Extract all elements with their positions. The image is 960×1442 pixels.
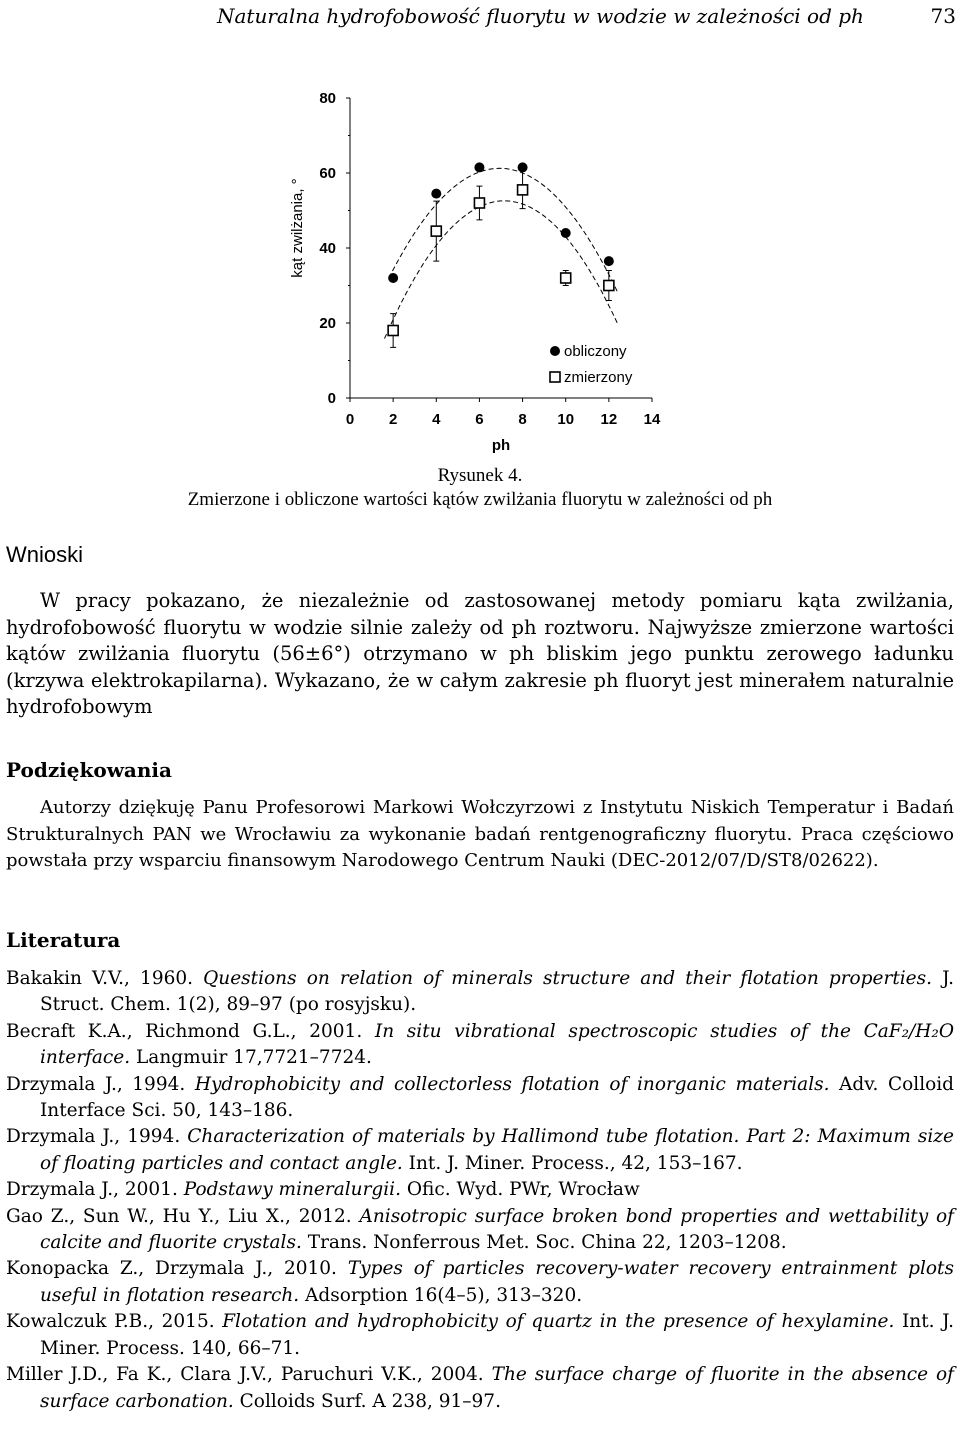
- fit-curve-zmierzony: [385, 201, 618, 339]
- data-point-obliczony: [388, 273, 398, 283]
- x-tick-label: 6: [475, 411, 484, 428]
- reference-item: Drzymala J., 1994. Hydrophobicity and collectorless flotation of inorganic materials. Adv. Colloid Interface Sci. 50, 143–186.: [6, 1073, 955, 1122]
- reference-item: Drzymala J., 1994. Characterization of materials by Hallimond tube flotation. Part 2: Maximum size of floating particles and contact angle. Int. J. Miner. Process., 42, 153–167.: [6, 1126, 954, 1174]
- y-tick-label: 0: [327, 390, 336, 407]
- section-title-wnioski: Wnioski: [6, 542, 84, 567]
- reference-list: [6, 966, 954, 1415]
- contact-angle-chart: [280, 80, 680, 460]
- legend-label-zmierzony: zmierzony: [564, 369, 633, 386]
- x-tick-label: 10: [557, 411, 575, 428]
- x-tick-label: 12: [600, 411, 618, 428]
- section-title-podziekowania: Podziękowania: [6, 758, 172, 782]
- reference-item: Becraft K.A., Richmond G.L., 2001. In situ vibrational spectroscopic studies of the CaF₂/H₂O interface. Langmuir 17,7721–7724.: [6, 1020, 955, 1069]
- section-title-literatura: Literatura: [6, 928, 121, 952]
- legend-marker-zmierzony: [550, 372, 560, 382]
- series-zmierzony: [385, 171, 618, 347]
- x-tick-label: 2: [388, 411, 398, 428]
- x-tick-label: 4: [432, 411, 441, 428]
- figure-caption: Zmierzone i obliczone wartości kątów zwilżania fluorytu w zależności od ph: [187, 489, 773, 510]
- y-tick-label: 60: [319, 165, 336, 182]
- series-obliczony: [388, 162, 617, 292]
- y-tick-label: 80: [319, 90, 336, 107]
- legend-label-obliczony: obliczony: [564, 343, 627, 360]
- legend-marker-obliczony: [550, 346, 560, 356]
- data-point-zmierzony: [474, 198, 484, 208]
- data-point-zmierzony: [388, 326, 398, 336]
- x-tick-label: 0: [345, 411, 355, 428]
- x-tick-label: 8: [518, 411, 527, 428]
- wnioski-paragraph: W pracy pokazano, że niezależnie od zastosowanej metody pomiaru kąta zwilżania, hydrofobowość fluorytu w wodzie silnie zależy od ph roztworu. Najwyższe zmierzone wartości kątów zwilżania fluorytu (56±6°) otrzymano w ph bliskim jego punktu zerowego ładunku (krzywa elektrokapilarna). Wykazano, że w całym zakresie ph fluoryt jest minerałem naturalnie hydrofobowym: [6, 589, 954, 718]
- page-number: 73: [930, 4, 956, 28]
- running-header: [0, 4, 960, 30]
- legend: [550, 343, 633, 386]
- reference-item: Konopacka Z., Drzymala J., 2010. Types of particles recovery-water recovery entrainment plots useful in flotation research. Adsorption 16(4–5), 313–320.: [6, 1258, 954, 1306]
- figure-label: Rysunek 4.: [437, 465, 523, 486]
- reference-item: Miller J.D., Fa K., Clara J.V., Paruchuri V.K., 2004. The surface charge of fluorite in the absence of surface carbonation. Colloids Surf. A 238, 91–97.: [6, 1364, 954, 1412]
- data-point-zmierzony: [561, 273, 571, 283]
- reference-item: Drzymala J., 2001. Podstawy mineralurgii. Ofic. Wyd. PWr, Wrocław: [6, 1179, 640, 1201]
- podziekowania-paragraph: Autorzy dziękuję Panu Profesorowi Markowi Wołczyrzowi z Instytutu Niskich Temperatur i Badań Strukturalnych PAN we Wrocławiu za wykonanie badań rentgenograficzny fluorytu. Praca częściowo powstała przy wsparciu finansowym Narodowego Centrum Nauki (DEC-2012/07/D/ST8/02622).: [6, 797, 954, 871]
- data-point-obliczony: [431, 189, 441, 199]
- y-tick-label: 20: [319, 315, 336, 332]
- reference-item: Kowalczuk P.B., 2015. Flotation and hydrophobicity of quartz in the presence of hexylamine. Int. J. Miner. Process. 140, 66–71.: [6, 1311, 955, 1359]
- reference-item: Bakakin V.V., 1960. Questions on relation of minerals structure and their flotation properties. J. Struct. Chem. 1(2), 89–97 (po rosyjsku).: [6, 968, 954, 1016]
- x-tick-label: 14: [643, 411, 661, 428]
- data-point-obliczony: [604, 256, 614, 266]
- data-point-zmierzony: [604, 281, 614, 291]
- data-point-obliczony: [474, 162, 484, 172]
- y-tick-label: 40: [319, 240, 336, 257]
- y-axis-label: kąt zwilżania, °: [289, 178, 306, 278]
- data-point-zmierzony: [431, 226, 441, 236]
- data-point-zmierzony: [518, 185, 528, 195]
- fit-curve-obliczony: [389, 168, 618, 292]
- x-axis-label: ph: [491, 437, 511, 454]
- running-header-title: Naturalna hydrofobowość fluorytu w wodzie w zależności od ph: [217, 4, 864, 28]
- reference-item: Gao Z., Sun W., Hu Y., Liu X., 2012. Anisotropic surface broken bond properties and wettability of calcite and fluorite crystals. Trans. Nonferrous Met. Soc. China 22, 1203–1208.: [6, 1205, 955, 1254]
